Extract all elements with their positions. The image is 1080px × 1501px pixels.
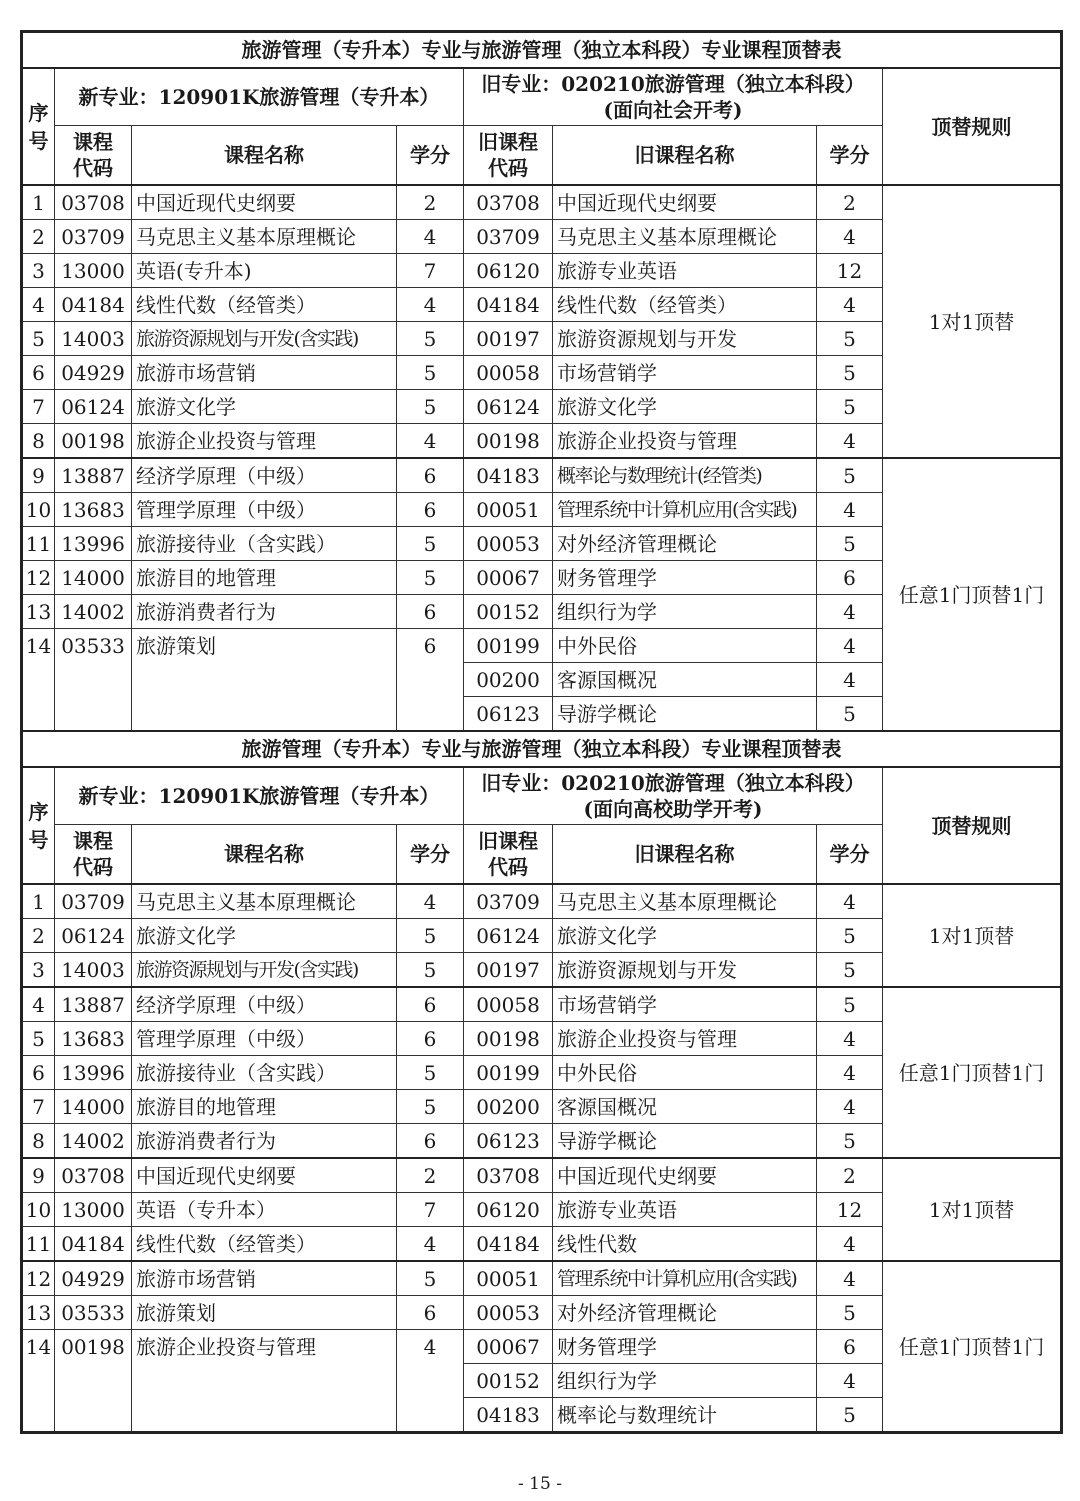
- credit-header-label: 学分: [410, 143, 450, 167]
- credit-cell: 5: [397, 1261, 464, 1296]
- old-course-name-cell: 市场营销学: [553, 356, 817, 390]
- table-row: [22, 458, 1062, 493]
- old-course-name-cell: 旅游资源规划与开发: [553, 953, 817, 988]
- table-title-row: [22, 731, 1062, 767]
- course-code-cell: 03533: [55, 629, 132, 663]
- course-name-cell: 旅游资源规划与开发(含实践): [132, 322, 397, 356]
- old-major: [464, 68, 883, 126]
- seq-cell: 6: [22, 356, 55, 390]
- course-code-cell: 03709: [55, 884, 132, 919]
- course-name-header-label: 课程名称: [224, 842, 304, 866]
- seq-cell: 6: [22, 1056, 55, 1090]
- seq-header: [22, 68, 55, 185]
- old-course-name-cell: 中国近现代史纲要: [553, 1158, 817, 1193]
- old-major-line1: 旧专业：020210旅游管理（独立本科段）: [481, 771, 865, 795]
- credit-cell: 4: [397, 884, 464, 919]
- credit-cell: 4: [397, 288, 464, 322]
- course-code-cell: 03533: [55, 1296, 132, 1330]
- old-credit-cell: 4: [817, 629, 883, 663]
- old-credit-cell: 5: [817, 390, 883, 424]
- course-code-header-label: 课程代码: [73, 130, 113, 180]
- course-name-cell: 旅游接待业（含实践）: [132, 527, 397, 561]
- old-credit-cell: 5: [817, 527, 883, 561]
- seq-cell: [22, 697, 55, 732]
- course-name-cell: [132, 663, 397, 697]
- old-course-code-header: [464, 126, 553, 186]
- course-code-header: [55, 126, 132, 186]
- course-code-cell: 04184: [55, 1227, 132, 1262]
- old-course-name-cell: 旅游资源规划与开发: [553, 322, 817, 356]
- course-code-cell: [55, 1364, 132, 1398]
- old-course-code-cell: 00058: [464, 356, 553, 390]
- course-name-cell: 旅游市场营销: [132, 1261, 397, 1296]
- course-code-cell: 04184: [55, 288, 132, 322]
- course-code-cell: 03708: [55, 1158, 132, 1193]
- old-course-name-cell: 客源国概况: [553, 1090, 817, 1124]
- course-name-cell: 旅游接待业（含实践）: [132, 1056, 397, 1090]
- credit-cell: 5: [397, 1090, 464, 1124]
- table-row: [22, 884, 1062, 919]
- course-name-cell: 经济学原理（中级）: [132, 987, 397, 1022]
- seq-cell: 5: [22, 322, 55, 356]
- seq-cell: 7: [22, 1090, 55, 1124]
- seq-cell: 12: [22, 1261, 55, 1296]
- credit-cell: 5: [397, 322, 464, 356]
- course-name-cell: 旅游文化学: [132, 919, 397, 953]
- course-name-cell: 英语(专升本): [132, 254, 397, 288]
- old-course-code-cell: 04184: [464, 288, 553, 322]
- old-credit-cell: 4: [817, 424, 883, 459]
- old-course-code-cell: 00058: [464, 987, 553, 1022]
- old-course-code-cell: 00051: [464, 493, 553, 527]
- old-course-name-header: [553, 126, 817, 186]
- seq-cell: 2: [22, 220, 55, 254]
- seq-cell: 11: [22, 1227, 55, 1262]
- old-credit-cell: 4: [817, 1022, 883, 1056]
- table-row: [22, 1261, 1062, 1296]
- old-course-name-cell: 线性代数: [553, 1227, 817, 1262]
- seq-cell: [22, 1398, 55, 1433]
- seq-cell: 12: [22, 561, 55, 595]
- seq-cell: 4: [22, 987, 55, 1022]
- old-course-name-cell: 管理系统中计算机应用(含实践): [553, 493, 817, 527]
- old-credit-cell: 5: [817, 1296, 883, 1330]
- credit-cell: 5: [397, 953, 464, 988]
- credit-cell: 4: [397, 1330, 464, 1364]
- old-credit-header-label: 学分: [829, 143, 870, 167]
- old-credit-cell: 6: [817, 561, 883, 595]
- credit-header: [397, 126, 464, 186]
- old-course-name-cell: 管理系统中计算机应用(含实践): [553, 1261, 817, 1296]
- old-major-line2: (面向社会开考): [603, 98, 743, 122]
- credit-cell: 4: [397, 1227, 464, 1262]
- old-credit-cell: 5: [817, 356, 883, 390]
- course-code-cell: 14000: [55, 1090, 132, 1124]
- credit-cell: 4: [397, 424, 464, 459]
- course-substitution-sheet: [20, 30, 1063, 1434]
- course-code-cell: 13683: [55, 1022, 132, 1056]
- course-name-cell: 旅游市场营销: [132, 356, 397, 390]
- old-course-code-cell: 00067: [464, 561, 553, 595]
- old-credit-cell: 4: [817, 884, 883, 919]
- old-course-code-cell: 04184: [464, 1227, 553, 1262]
- old-credit-cell: 5: [817, 322, 883, 356]
- course-name-cell: 旅游策划: [132, 1296, 397, 1330]
- old-credit-cell: 5: [817, 697, 883, 732]
- old-credit-cell: 4: [817, 595, 883, 629]
- seq-header-label: 序号: [28, 100, 49, 153]
- credit-cell: 5: [397, 390, 464, 424]
- old-course-name-cell: 旅游企业投资与管理: [553, 1022, 817, 1056]
- credit-cell: 5: [397, 1056, 464, 1090]
- course-name-cell: 线性代数（经管类）: [132, 288, 397, 322]
- old-credit-cell: 4: [817, 1261, 883, 1296]
- old-course-name-cell: 财务管理学: [553, 561, 817, 595]
- seq-cell: 14: [22, 629, 55, 663]
- course-code-cell: 04929: [55, 356, 132, 390]
- old-course-name-cell: 旅游专业英语: [553, 1193, 817, 1227]
- old-course-name-header-label: 旧课程名称: [634, 143, 735, 167]
- substitution-rule: 1对1顶替: [883, 884, 1062, 987]
- course-code-cell: 00198: [55, 424, 132, 459]
- course-code-cell: 04929: [55, 1261, 132, 1296]
- course-code-header-label: 课程代码: [73, 829, 113, 879]
- course-code-cell: 14003: [55, 322, 132, 356]
- old-course-code-cell: 06124: [464, 919, 553, 953]
- old-course-name-cell: 马克思主义基本原理概论: [553, 884, 817, 919]
- seq-cell: 9: [22, 1158, 55, 1193]
- seq-cell: 13: [22, 595, 55, 629]
- old-course-code-cell: 00199: [464, 1056, 553, 1090]
- course-name-cell: 中国近现代史纲要: [132, 1158, 397, 1193]
- course-name-cell: 旅游消费者行为: [132, 1124, 397, 1159]
- credit-cell: [397, 1364, 464, 1398]
- old-credit-header: [817, 825, 883, 885]
- old-course-name-cell: 对外经济管理概论: [553, 1296, 817, 1330]
- substitution-rule: 任意1门顶替1门: [883, 1261, 1062, 1433]
- course-code-cell: 03708: [55, 185, 132, 220]
- seq-cell: 9: [22, 458, 55, 493]
- old-course-code-cell: 03709: [464, 884, 553, 919]
- seq-cell: 4: [22, 288, 55, 322]
- seq-cell: 10: [22, 1193, 55, 1227]
- course-code-cell: 03709: [55, 220, 132, 254]
- old-credit-cell: 2: [817, 1158, 883, 1193]
- old-course-code-cell: 04183: [464, 458, 553, 493]
- substitution-rule: 1对1顶替: [883, 185, 1062, 458]
- credit-cell: 6: [397, 629, 464, 663]
- course-name-cell: 英语（专升本）: [132, 1193, 397, 1227]
- substitution-rule: 1对1顶替: [883, 1158, 1062, 1261]
- old-course-name-header-label: 旧课程名称: [634, 842, 735, 866]
- credit-cell: 6: [397, 458, 464, 493]
- old-credit-cell: 4: [817, 1227, 883, 1262]
- old-course-code-cell: 03709: [464, 220, 553, 254]
- course-name-cell: 旅游目的地管理: [132, 561, 397, 595]
- old-course-name-cell: 组织行为学: [553, 595, 817, 629]
- credit-cell: 6: [397, 493, 464, 527]
- old-course-code-cell: 00051: [464, 1261, 553, 1296]
- old-course-name-cell: 组织行为学: [553, 1364, 817, 1398]
- old-course-code-cell: 00053: [464, 1296, 553, 1330]
- seq-cell: 3: [22, 254, 55, 288]
- old-course-code-cell: 06124: [464, 390, 553, 424]
- credit-cell: 6: [397, 1124, 464, 1159]
- course-code-cell: [55, 697, 132, 732]
- seq-cell: 8: [22, 1124, 55, 1159]
- old-credit-header: [817, 126, 883, 186]
- credit-cell: 4: [397, 220, 464, 254]
- credit-cell: [397, 663, 464, 697]
- course-name-cell: 旅游文化学: [132, 390, 397, 424]
- old-course-code-header-label: 旧课程代码: [478, 130, 538, 180]
- old-course-code-cell: 00067: [464, 1330, 553, 1364]
- course-code-cell: 06124: [55, 390, 132, 424]
- old-credit-cell: 5: [817, 987, 883, 1022]
- old-credit-cell: 5: [817, 953, 883, 988]
- course-name-cell: 经济学原理（中级）: [132, 458, 397, 493]
- old-course-name-cell: 概率论与数理统计: [553, 1398, 817, 1433]
- seq-cell: 7: [22, 390, 55, 424]
- old-credit-cell: 4: [817, 1364, 883, 1398]
- old-course-name-cell: 导游学概论: [553, 1124, 817, 1159]
- old-credit-cell: 4: [817, 493, 883, 527]
- old-course-name-cell: 中外民俗: [553, 629, 817, 663]
- credit-cell: 5: [397, 561, 464, 595]
- old-credit-header-label: 学分: [829, 842, 870, 866]
- old-course-name-cell: 导游学概论: [553, 697, 817, 732]
- table-title: 旅游管理（专升本）专业与旅游管理（独立本科段）专业课程顶替表: [22, 731, 1062, 767]
- credit-cell: 2: [397, 185, 464, 220]
- old-credit-cell: 5: [817, 1398, 883, 1433]
- seq-header-label: 序号: [28, 799, 49, 852]
- seq-header: [22, 767, 55, 884]
- old-course-code-cell: 00198: [464, 1022, 553, 1056]
- seq-cell: 1: [22, 884, 55, 919]
- seq-cell: 14: [22, 1330, 55, 1364]
- seq-cell: 13: [22, 1296, 55, 1330]
- old-credit-cell: 5: [817, 919, 883, 953]
- old-credit-cell: 5: [817, 458, 883, 493]
- course-name-cell: 马克思主义基本原理概论: [132, 884, 397, 919]
- course-code-cell: 13887: [55, 987, 132, 1022]
- course-code-cell: 00198: [55, 1330, 132, 1364]
- credit-cell: 6: [397, 1022, 464, 1056]
- seq-cell: 2: [22, 919, 55, 953]
- old-course-code-cell: 00152: [464, 595, 553, 629]
- old-credit-cell: 5: [817, 1124, 883, 1159]
- credit-cell: 6: [397, 595, 464, 629]
- old-course-name-cell: 旅游文化学: [553, 919, 817, 953]
- old-course-name-cell: 对外经济管理概论: [553, 527, 817, 561]
- credit-header-label: 学分: [410, 842, 450, 866]
- old-credit-cell: 2: [817, 185, 883, 220]
- table-title: 旅游管理（专升本）专业与旅游管理（独立本科段）专业课程顶替表: [22, 32, 1062, 69]
- course-code-cell: [55, 663, 132, 697]
- course-name-cell: 管理学原理（中级）: [132, 1022, 397, 1056]
- table-title-row: [22, 32, 1062, 69]
- old-course-name-cell: 旅游企业投资与管理: [553, 424, 817, 459]
- course-code-cell: 06124: [55, 919, 132, 953]
- credit-cell: [397, 697, 464, 732]
- course-code-cell: 14000: [55, 561, 132, 595]
- course-name-cell: 旅游企业投资与管理: [132, 1330, 397, 1364]
- old-course-name-cell: 线性代数（经管类）: [553, 288, 817, 322]
- credit-cell: 5: [397, 356, 464, 390]
- seq-cell: 3: [22, 953, 55, 988]
- old-course-code-cell: 00197: [464, 322, 553, 356]
- major-header-row: [22, 767, 1062, 825]
- credit-cell: 6: [397, 1296, 464, 1330]
- old-course-code-cell: 03708: [464, 1158, 553, 1193]
- old-course-code-cell: 00199: [464, 629, 553, 663]
- course-name-cell: [132, 697, 397, 732]
- credit-header: [397, 825, 464, 885]
- credit-cell: 7: [397, 254, 464, 288]
- course-code-cell: 13887: [55, 458, 132, 493]
- course-code-cell: 13996: [55, 527, 132, 561]
- credit-cell: 7: [397, 1193, 464, 1227]
- old-major-line2: (面向高校助学开考): [583, 797, 763, 821]
- table-row: [22, 987, 1062, 1022]
- old-credit-cell: 4: [817, 663, 883, 697]
- old-course-code-cell: 06123: [464, 697, 553, 732]
- credit-cell: 5: [397, 527, 464, 561]
- old-course-name-cell: 中外民俗: [553, 1056, 817, 1090]
- old-credit-cell: 4: [817, 1056, 883, 1090]
- course-name-cell: 马克思主义基本原理概论: [132, 220, 397, 254]
- seq-cell: 11: [22, 527, 55, 561]
- old-course-code-cell: 00198: [464, 424, 553, 459]
- old-course-code-cell: 03708: [464, 185, 553, 220]
- course-name-cell: 管理学原理（中级）: [132, 493, 397, 527]
- old-credit-cell: 4: [817, 288, 883, 322]
- course-name-cell: [132, 1364, 397, 1398]
- old-credit-cell: 12: [817, 1193, 883, 1227]
- old-course-code-cell: 00197: [464, 953, 553, 988]
- major-header-row: [22, 68, 1062, 126]
- old-credit-cell: 4: [817, 220, 883, 254]
- substitution-rule: 任意1门顶替1门: [883, 987, 1062, 1158]
- course-code-cell: 13000: [55, 1193, 132, 1227]
- new-major: 新专业：120901K旅游管理（专升本）: [55, 68, 464, 126]
- seq-cell: 8: [22, 424, 55, 459]
- old-course-code-cell: 00152: [464, 1364, 553, 1398]
- old-course-code-header: [464, 825, 553, 885]
- seq-cell: [22, 663, 55, 697]
- course-name-header: [132, 126, 397, 186]
- course-code-cell: 13000: [55, 254, 132, 288]
- old-course-code-cell: 04183: [464, 1398, 553, 1433]
- course-code-cell: 14002: [55, 1124, 132, 1159]
- old-course-code-cell: 06120: [464, 254, 553, 288]
- new-major: 新专业：120901K旅游管理（专升本）: [55, 767, 464, 825]
- old-major: [464, 767, 883, 825]
- course-name-cell: 旅游消费者行为: [132, 595, 397, 629]
- course-name-cell: 旅游策划: [132, 629, 397, 663]
- old-course-name-cell: 财务管理学: [553, 1330, 817, 1364]
- course-name-cell: 中国近现代史纲要: [132, 185, 397, 220]
- substitution-rule: 任意1门顶替1门: [883, 458, 1062, 731]
- table-row: [22, 1158, 1062, 1193]
- course-name-cell: [132, 1398, 397, 1433]
- old-credit-cell: 12: [817, 254, 883, 288]
- old-course-name-cell: 旅游文化学: [553, 390, 817, 424]
- course-name-header-label: 课程名称: [224, 143, 304, 167]
- course-code-header: [55, 825, 132, 885]
- old-course-name-cell: 中国近现代史纲要: [553, 185, 817, 220]
- old-course-code-cell: 06123: [464, 1124, 553, 1159]
- seq-cell: [22, 1364, 55, 1398]
- page-number: - 15 -: [518, 1474, 562, 1494]
- table-row: [22, 185, 1062, 220]
- course-name-header: [132, 825, 397, 885]
- old-course-name-cell: 市场营销学: [553, 987, 817, 1022]
- seq-cell: 10: [22, 493, 55, 527]
- old-course-code-cell: 00200: [464, 663, 553, 697]
- credit-cell: 6: [397, 987, 464, 1022]
- old-major-line1: 旧专业：020210旅游管理（独立本科段）: [481, 72, 865, 96]
- course-name-cell: 旅游资源规划与开发(含实践): [132, 953, 397, 988]
- rule-header: 顶替规则: [883, 68, 1062, 185]
- old-course-code-cell: 00200: [464, 1090, 553, 1124]
- old-course-name-cell: 客源国概况: [553, 663, 817, 697]
- course-code-cell: 13996: [55, 1056, 132, 1090]
- course-name-cell: 旅游企业投资与管理: [132, 424, 397, 459]
- rule-header: 顶替规则: [883, 767, 1062, 884]
- credit-cell: 5: [397, 919, 464, 953]
- seq-cell: 5: [22, 1022, 55, 1056]
- old-course-name-cell: 马克思主义基本原理概论: [553, 220, 817, 254]
- course-name-cell: 旅游目的地管理: [132, 1090, 397, 1124]
- old-credit-cell: 6: [817, 1330, 883, 1364]
- seq-cell: 1: [22, 185, 55, 220]
- old-course-code-cell: 00053: [464, 527, 553, 561]
- old-course-name-cell: 概率论与数理统计(经管类): [553, 458, 817, 493]
- old-course-code-cell: 06120: [464, 1193, 553, 1227]
- course-code-cell: 13683: [55, 493, 132, 527]
- old-course-name-cell: 旅游专业英语: [553, 254, 817, 288]
- document-page: [20, 30, 1060, 1434]
- old-course-code-header-label: 旧课程代码: [478, 829, 538, 879]
- credit-cell: [397, 1398, 464, 1433]
- course-code-cell: 14002: [55, 595, 132, 629]
- course-code-cell: [55, 1398, 132, 1433]
- credit-cell: 2: [397, 1158, 464, 1193]
- old-credit-cell: 4: [817, 1090, 883, 1124]
- course-name-cell: 线性代数（经管类）: [132, 1227, 397, 1262]
- old-course-name-header: [553, 825, 817, 885]
- course-code-cell: 14003: [55, 953, 132, 988]
